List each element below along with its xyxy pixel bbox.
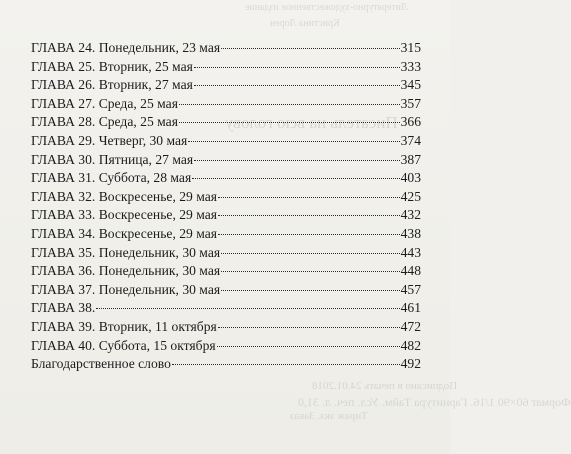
toc-entry-title: ГЛАВА 29. Четверг, 30 мая xyxy=(31,132,188,148)
toc-entry-page-number: 387 xyxy=(400,151,421,167)
toc-entry-page-number: 345 xyxy=(400,77,421,93)
toc-entry-title: ГЛАВА 39. Вторник, 11 октября xyxy=(31,318,217,334)
toc-entry xyxy=(31,151,421,170)
toc-entry-page-number: 357 xyxy=(400,95,421,111)
toc-entry xyxy=(31,169,421,188)
dot-leader xyxy=(221,290,400,291)
toc-entry-page-number: 315 xyxy=(400,40,421,55)
toc-entry-title: ГЛАВА 31. Суббота, 28 мая xyxy=(31,170,192,186)
toc-entry-page-number: 425 xyxy=(400,188,421,204)
toc-entry xyxy=(31,299,421,318)
toc-entry xyxy=(31,281,421,300)
toc-entry xyxy=(31,337,421,356)
dot-leader xyxy=(218,327,400,328)
dot-leader xyxy=(221,48,400,49)
toc-entry xyxy=(31,132,421,151)
dot-leader xyxy=(221,253,400,254)
toc-entry-title: ГЛАВА 24. Понедельник, 23 мая xyxy=(31,40,221,55)
toc-entry-page-number: 366 xyxy=(400,114,421,130)
bleed-line: Подписано в печать 24.01.2018 xyxy=(312,380,458,392)
toc-entry-page-number: 403 xyxy=(400,170,421,186)
toc-entry xyxy=(31,39,421,58)
dot-leader xyxy=(218,234,400,235)
toc-entry-title: ГЛАВА 38. xyxy=(31,300,96,316)
toc-entry xyxy=(31,95,421,114)
toc-entry-title: ГЛАВА 25. Вторник, 25 мая xyxy=(31,58,193,74)
toc-entry xyxy=(31,262,421,281)
toc-entry-page-number: 438 xyxy=(400,225,421,241)
toc-entry-title: ГЛАВА 32. Воскресенье, 29 мая xyxy=(31,188,218,204)
toc-entry-title: Благодарственное слово xyxy=(31,356,171,372)
toc-entry-page-number: 333 xyxy=(400,58,421,74)
dot-leader xyxy=(96,308,399,309)
dot-leader xyxy=(194,85,400,86)
dot-leader xyxy=(194,160,399,161)
toc-entry xyxy=(31,58,421,77)
toc-entry-page-number: 461 xyxy=(400,300,421,316)
dot-leader xyxy=(179,104,400,105)
toc-entry-title: ГЛАВА 36. Понедельник, 30 мая xyxy=(31,263,221,279)
toc-entry-page-number: 492 xyxy=(400,356,421,372)
toc-entry-page-number: 457 xyxy=(400,281,421,297)
toc-entry-page-number: 374 xyxy=(400,132,421,148)
toc-entry xyxy=(31,188,421,207)
toc-entry xyxy=(31,244,421,263)
toc-entry-title: ГЛАВА 27. Среда, 25 мая xyxy=(31,95,178,111)
toc-entry-page-number: 448 xyxy=(400,263,421,279)
dot-leader xyxy=(172,364,400,365)
toc-entry-title: ГЛАВА 34. Воскресенье, 29 мая xyxy=(31,225,218,241)
bleed-line: Формат 60×90 1/16. Гарнитура Тайм. Усл. печ. л. 31,0 xyxy=(298,395,571,409)
toc-entry-title: ГЛАВА 37. Понедельник, 30 мая xyxy=(31,281,221,297)
dot-leader xyxy=(217,346,400,347)
dot-leader xyxy=(194,67,400,68)
bleed-line: Кристина Лорен xyxy=(270,18,340,29)
dot-leader xyxy=(218,197,400,198)
toc-entry xyxy=(31,76,421,95)
toc-entry xyxy=(31,318,421,337)
toc-entry xyxy=(31,113,421,132)
toc-entry-page-number: 482 xyxy=(400,337,421,353)
toc-entry-page-number: 432 xyxy=(400,207,421,223)
toc-entry-title: ГЛАВА 40. Суббота, 15 октября xyxy=(31,337,216,353)
toc-entry xyxy=(31,206,421,225)
bleed-line: Писатель на всю голову xyxy=(225,113,398,132)
toc-entry-page-number: 472 xyxy=(400,318,421,334)
toc-entry-title: ГЛАВА 26. Вторник, 27 мая xyxy=(31,77,193,93)
toc-entry xyxy=(31,355,421,374)
dot-leader xyxy=(188,141,399,142)
toc-entry-title: ГЛАВА 35. Понедельник, 30 мая xyxy=(31,244,221,260)
dot-leader xyxy=(179,122,400,123)
toc-entry-title: ГЛАВА 28. Среда, 25 мая xyxy=(31,114,178,130)
bleed-line: Тираж экз. Заказ xyxy=(290,410,368,422)
bleed-line: Литературно-художественное издание xyxy=(245,2,408,13)
table-of-contents xyxy=(31,39,421,374)
dot-leader xyxy=(218,215,400,216)
toc-entry-title: ГЛАВА 30. Пятница, 27 мая xyxy=(31,151,194,167)
toc-entry-page-number: 443 xyxy=(400,244,421,260)
toc-entry xyxy=(31,225,421,244)
dot-leader xyxy=(192,178,399,179)
toc-entry-title: ГЛАВА 33. Воскресенье, 29 мая xyxy=(31,207,218,223)
dot-leader xyxy=(221,271,400,272)
